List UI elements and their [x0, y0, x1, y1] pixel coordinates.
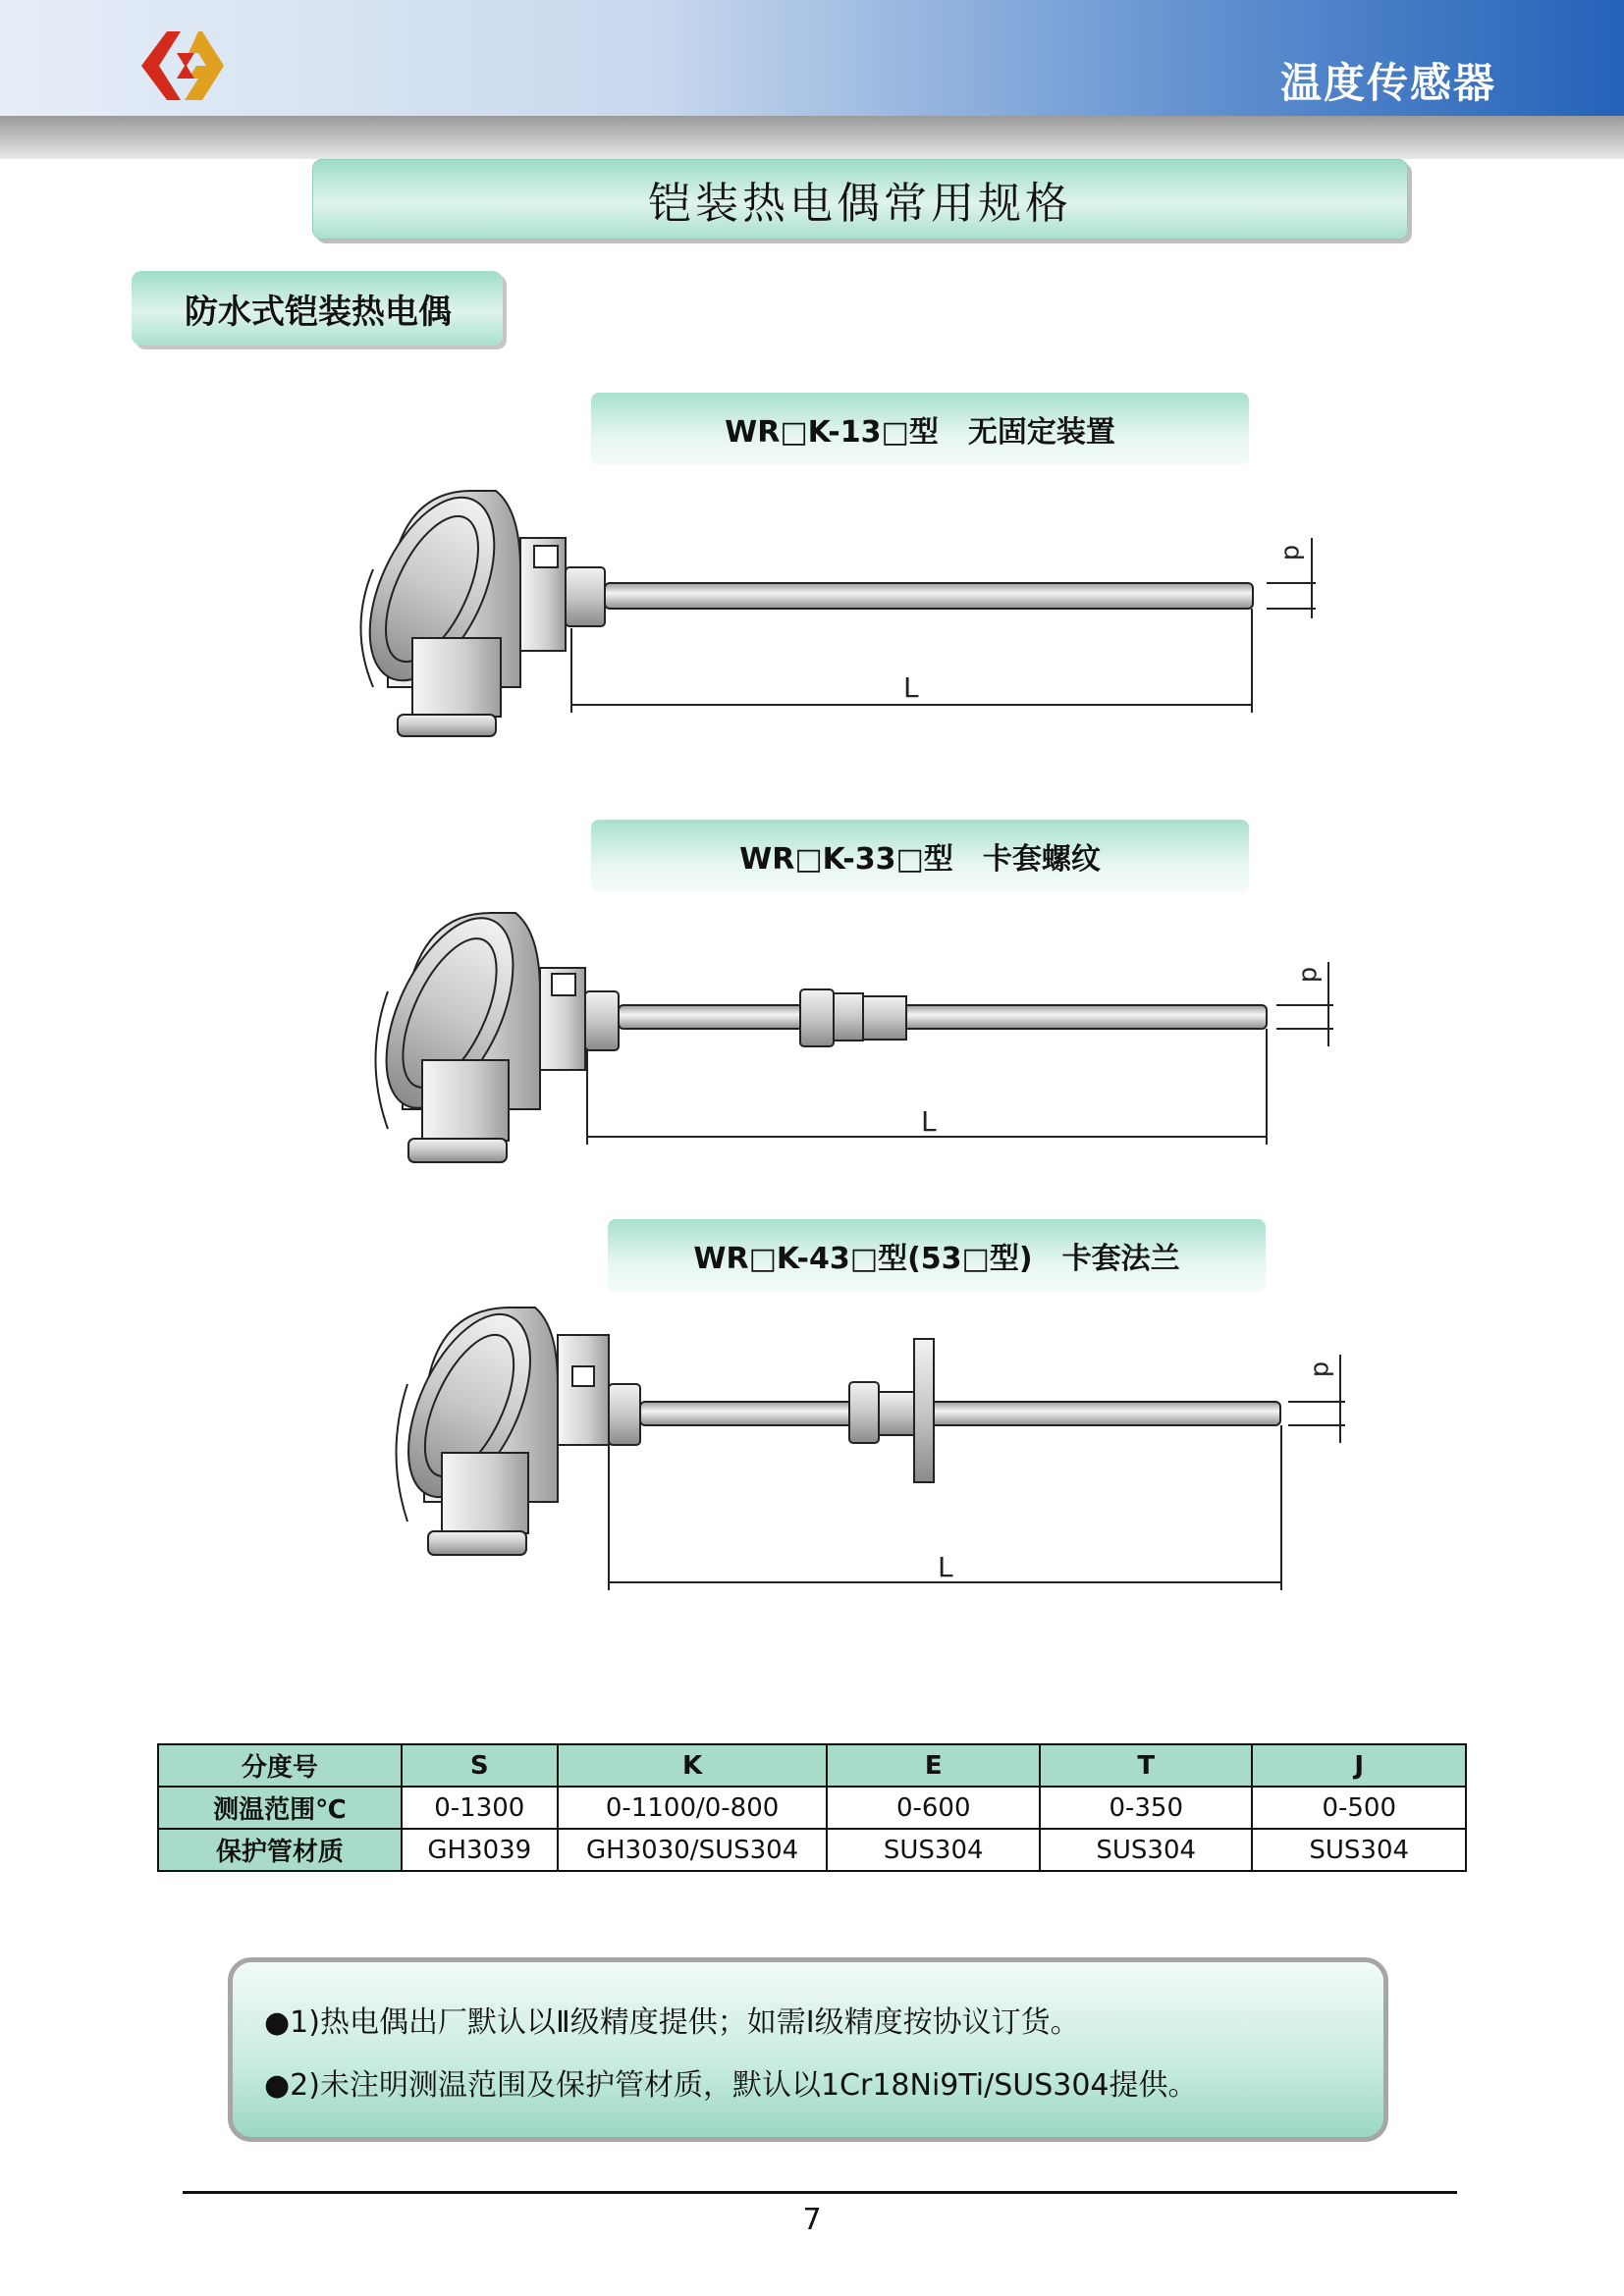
model-label-1: WR□K-13□型 无固定装置	[591, 393, 1249, 465]
drawing-wrk13	[345, 478, 1316, 736]
dimension-diameter-3: d	[1307, 1361, 1337, 1378]
row-header: 测温范围℃	[158, 1787, 402, 1829]
dimension-length-2: L	[921, 1105, 937, 1138]
table-cell: 0-1100/0-800	[558, 1787, 828, 1829]
table-header-cell: 分度号	[158, 1744, 402, 1787]
header-title: 温度传感器	[1279, 59, 1496, 107]
table-cell: SUS304	[827, 1829, 1040, 1871]
dimension-diameter-2: d	[1295, 966, 1326, 984]
dimension-diameter-1: d	[1277, 544, 1308, 561]
dimension-length-3: L	[938, 1551, 953, 1583]
table-header-cell: T	[1040, 1744, 1253, 1787]
table-cell: 0-350	[1040, 1787, 1253, 1829]
table-row	[158, 1829, 1466, 1871]
model-label-2: WR□K-33□型 卡套螺纹	[591, 820, 1249, 892]
table-header-cell: E	[827, 1744, 1040, 1787]
footer-divider	[183, 2191, 1457, 2194]
table-header-cell: J	[1252, 1744, 1466, 1787]
table-cell: SUS304	[1040, 1829, 1253, 1871]
section-title: 防水式铠装热电偶	[132, 271, 503, 346]
model-label-3: WR□K-43□型(53□型) 卡套法兰	[608, 1219, 1266, 1292]
table-header-cell: K	[558, 1744, 828, 1787]
drawing-wrk33	[360, 899, 1333, 1162]
table-cell: GH3030/SUS304	[558, 1829, 828, 1871]
table-cell: 0-600	[827, 1787, 1040, 1829]
row-header: 保护管材质	[158, 1829, 402, 1871]
table-header-cell: S	[402, 1744, 558, 1787]
note-1: ●1)热电偶出厂默认以Ⅱ级精度提供；如需Ⅰ级精度按协议订货。	[264, 2005, 1080, 2040]
page-title: 铠装热电偶常用规格	[312, 159, 1408, 240]
table-header-row	[158, 1744, 1466, 1787]
table-cell: 0-1300	[402, 1787, 558, 1829]
notes-box	[228, 1957, 1388, 2142]
note-2: ●2)未注明测温范围及保护管材质，默认以1Cr18Ni9Ti/SUS304提供。	[264, 2068, 1198, 2103]
table-cell: SUS304	[1252, 1829, 1466, 1871]
page-number: 7	[802, 2203, 822, 2237]
spec-table	[157, 1743, 1467, 1872]
table-cell: 0-500	[1252, 1787, 1466, 1829]
dimension-length-1: L	[903, 671, 919, 704]
table-row	[158, 1787, 1466, 1829]
drawing-wrk43	[383, 1296, 1345, 1590]
table-cell: GH3039	[402, 1829, 558, 1871]
